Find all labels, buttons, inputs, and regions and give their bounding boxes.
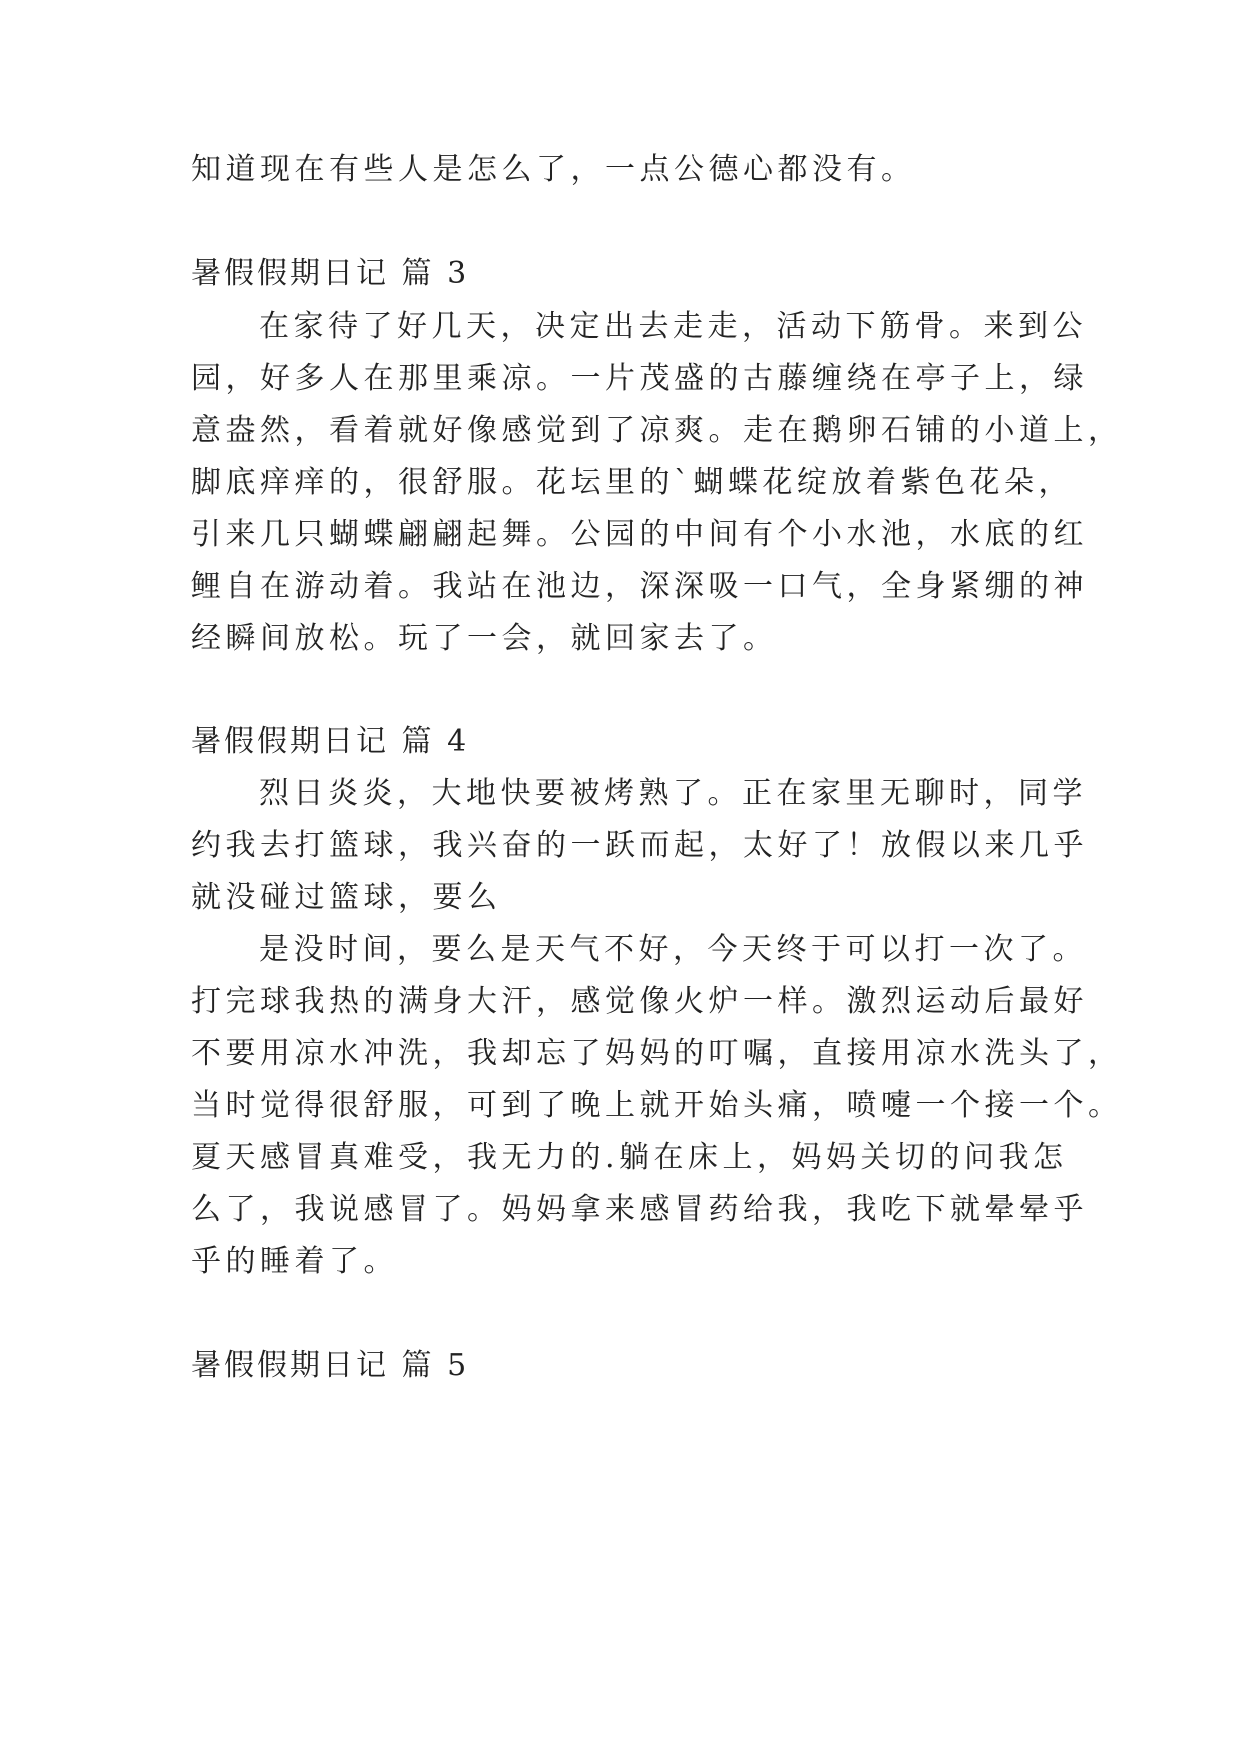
section-heading-5: 暑假假期日记 篇 5 <box>191 1348 470 1383</box>
paragraph-line: 不要用凉水冲洗，我却忘了妈妈的叮嘱，直接用凉水洗头了， <box>191 1036 1123 1071</box>
paragraph-line: 就没碰过篮球，要么 <box>191 880 502 915</box>
paragraph-line: 园，好多人在那里乘凉。一片茂盛的古藤缠绕在亭子上，绿 <box>191 361 1088 396</box>
paragraph-line: 脚底痒痒的，很舒服。花坛里的`蝴蝶花绽放着紫色花朵， <box>191 465 1073 500</box>
paragraph-line: 乎的睡着了。 <box>191 1244 398 1279</box>
intro-line: 知道现在有些人是怎么了，一点公德心都没有。 <box>191 152 916 187</box>
paragraph-line: 引来几只蝴蝶翩翩起舞。公园的中间有个小水池，水底的红 <box>191 517 1088 552</box>
paragraph-line: 约我去打篮球，我兴奋的一跃而起，太好了！放假以来几乎 <box>191 828 1088 863</box>
paragraph-line: 么了，我说感冒了。妈妈拿来感冒药给我，我吃下就晕晕乎 <box>191 1192 1088 1227</box>
paragraph-line: 当时觉得很舒服，可到了晚上就开始头痛，喷嚏一个接一个。 <box>191 1088 1123 1123</box>
paragraph-line: 经瞬间放松。玩了一会，就回家去了。 <box>191 621 778 656</box>
paragraph-line: 意盎然，看着就好像感觉到了凉爽。走在鹅卵石铺的小道上， <box>191 413 1123 448</box>
paragraph-line: 是没时间，要么是天气不好，今天终于可以打一次了。 <box>259 932 1087 967</box>
paragraph-line: 烈日炎炎，大地快要被烤熟了。正在家里无聊时，同学 <box>259 776 1087 811</box>
paragraph-line: 夏天感冒真难受，我无力的.躺在床上，妈妈关切的问我怎 <box>191 1140 1068 1175</box>
paragraph-line: 在家待了好几天，决定出去走走，活动下筋骨。来到公 <box>259 309 1087 344</box>
paragraph-line: 鲤自在游动着。我站在池边，深深吸一口气，全身紧绷的神 <box>191 569 1088 604</box>
section-heading-4: 暑假假期日记 篇 4 <box>191 724 470 759</box>
section-heading-3: 暑假假期日记 篇 3 <box>191 256 470 291</box>
paragraph-line: 打完球我热的满身大汗，感觉像火炉一样。激烈运动后最好 <box>191 984 1088 1019</box>
